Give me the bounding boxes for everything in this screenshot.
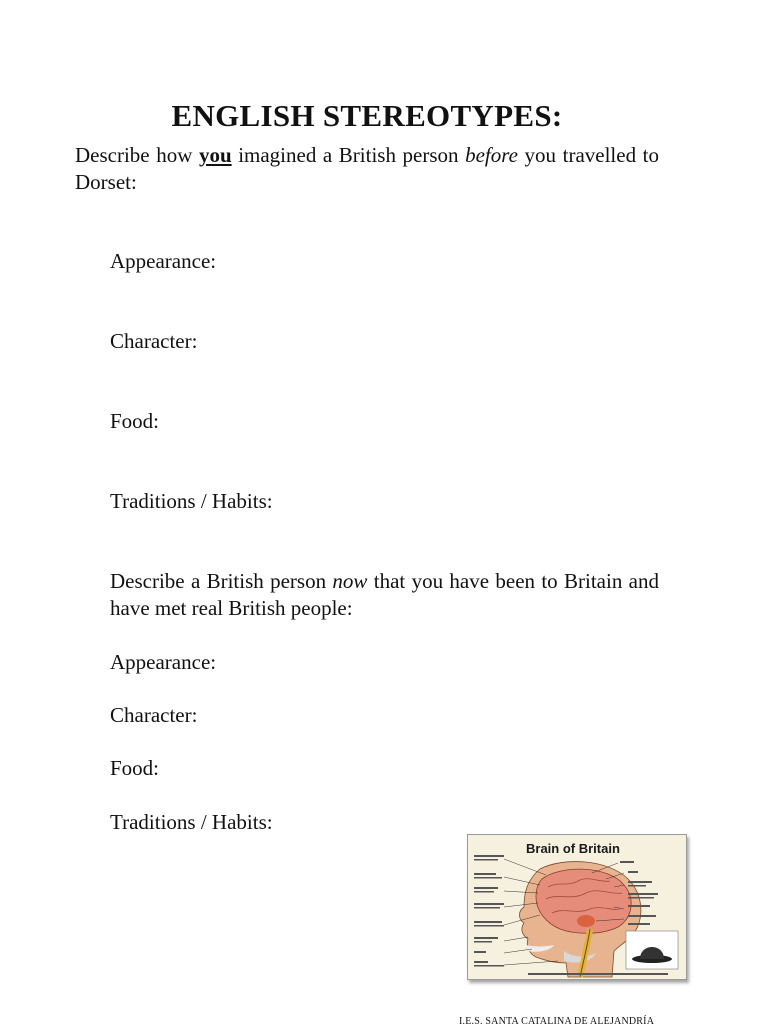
prompt-text: Describe how [75, 143, 199, 167]
field-food: Food: [110, 756, 160, 780]
section2-prompt [110, 568, 659, 622]
field-traditions: Traditions / Habits: [110, 489, 273, 513]
field-character: Character: [110, 703, 198, 727]
section1-prompt [75, 142, 659, 196]
footer-school: I.E.S. SANTA CATALINA DE ALEJANDRÍA [459, 1016, 655, 1027]
prompt-text: imagined a British person [231, 143, 466, 167]
brain-illustration-icon [468, 835, 686, 979]
field-appearance: Appearance: [110, 650, 217, 674]
prompt-text: you travelled to Dorset: [75, 143, 659, 194]
prompt-italic: before [465, 143, 518, 167]
prompt-emphasis: you [198, 143, 232, 167]
field-character: Character: [110, 329, 198, 353]
field-food: Food: [110, 409, 160, 433]
prompt-text: Describe a British person [110, 569, 333, 593]
brain-of-britain-illustration [467, 834, 687, 980]
prompt-text: that you have been to Britain and have met real British people: [110, 569, 659, 620]
prompt-italic: now [332, 569, 368, 593]
figure-title: Brain of Britain [526, 841, 620, 856]
field-traditions: Traditions / Habits: [110, 810, 273, 834]
page-title: ENGLISH STEREOTYPES: [171, 98, 563, 133]
field-appearance: Appearance: [110, 249, 217, 273]
